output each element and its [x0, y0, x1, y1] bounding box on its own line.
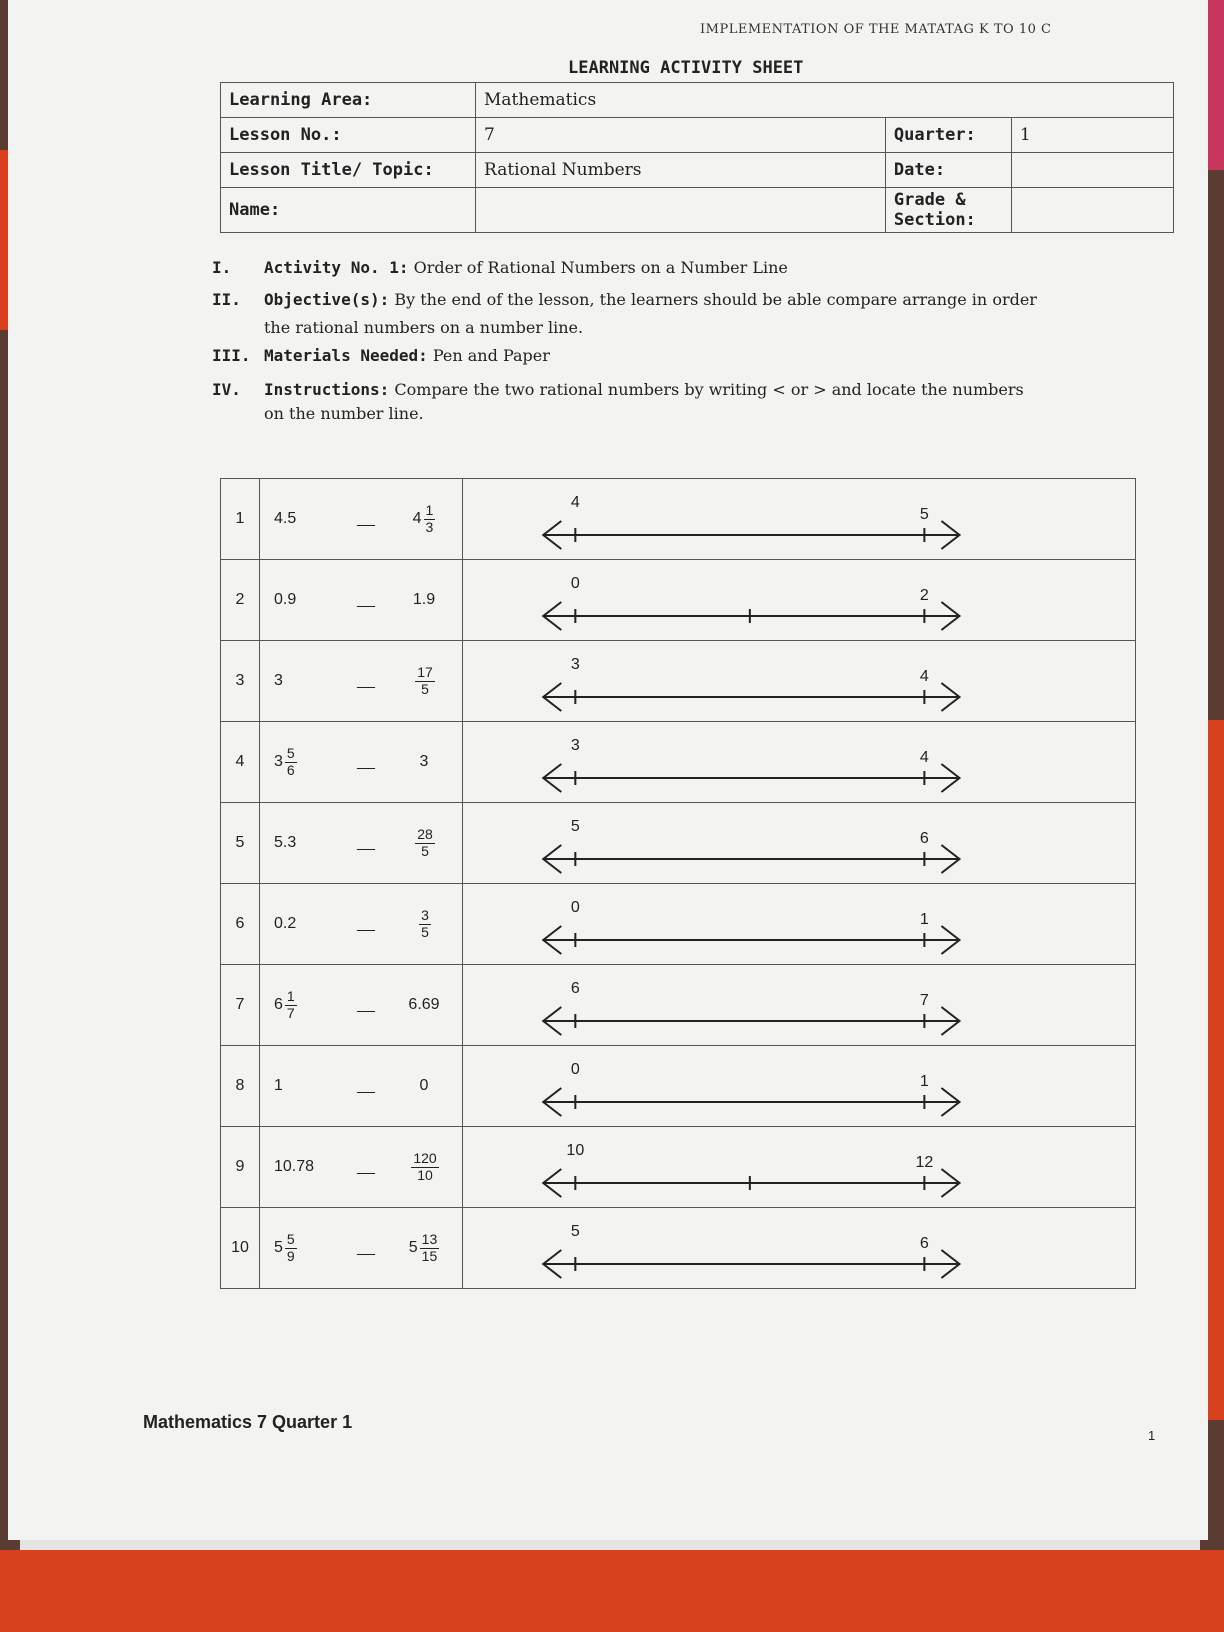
first-number	[274, 672, 283, 690]
first-number-cell	[260, 1232, 346, 1264]
number-line[interactable]	[463, 1046, 1135, 1126]
first-number-text: 5.3	[274, 834, 297, 851]
second-number-denominator: 15	[421, 1247, 438, 1264]
right-tick-label: 1	[919, 1072, 929, 1090]
answer-blank[interactable]: __	[357, 1239, 375, 1256]
name-label: Name:	[221, 188, 476, 233]
left-tick-label: 3	[570, 655, 580, 673]
first-number-cell	[260, 1158, 346, 1176]
number-line-cell	[463, 479, 1136, 560]
second-number-text: 1.9	[412, 591, 436, 608]
number-line[interactable]	[463, 479, 1135, 559]
second-number-cell	[386, 1232, 462, 1264]
left-tick-label: 5	[570, 1222, 580, 1240]
second-number-numerator: 3	[421, 907, 429, 924]
number-line[interactable]	[463, 1127, 1135, 1207]
grade-section-label: Grade & Section:	[885, 188, 1011, 233]
second-number-fraction	[424, 503, 436, 535]
table-row	[221, 722, 1136, 803]
second-number-denominator: 10	[417, 1166, 433, 1183]
lesson-no-value: 7	[476, 118, 886, 153]
objective-line-2: the rational numbers on a number line.	[264, 318, 584, 337]
comparison	[260, 965, 462, 1045]
second-number-whole: 5	[408, 1239, 418, 1256]
table-row	[221, 641, 1136, 722]
second-number-numerator: 13	[421, 1231, 438, 1248]
objective-number: II.	[212, 290, 241, 309]
number-line-cell	[463, 1046, 1136, 1127]
right-tick-label: 1	[919, 910, 929, 928]
first-number-text: 3	[274, 672, 283, 689]
comparison	[260, 1046, 462, 1126]
first-number-whole: 5	[274, 1239, 283, 1256]
first-number-cell	[260, 672, 346, 690]
activity-line	[212, 258, 788, 277]
second-number	[413, 591, 435, 609]
quarter-value: 1	[1011, 118, 1173, 153]
right-tick-label: 4	[919, 667, 929, 685]
objective-text: By the end of the lesson, the learners should be able compare arrange in order	[394, 290, 1037, 309]
number-line[interactable]	[463, 560, 1135, 640]
first-number-cell	[260, 989, 346, 1021]
first-number-cell	[260, 591, 346, 609]
first-number-cell	[260, 1077, 346, 1095]
learning-area-label: Learning Area:	[221, 83, 476, 118]
instructions-line	[212, 380, 1172, 399]
second-number-cell	[386, 665, 462, 697]
right-tick-label: 12	[915, 1153, 934, 1171]
comparison-cell	[260, 1046, 463, 1127]
second-number-text: 0	[419, 1077, 429, 1094]
comparison-cell	[260, 479, 463, 560]
second-number-cell	[386, 503, 462, 535]
second-number	[417, 908, 431, 940]
left-tick-label: 0	[570, 574, 580, 592]
activity-heading: Activity No. 1:	[264, 258, 409, 277]
instructions-heading: Instructions:	[264, 380, 390, 399]
activity-table	[220, 478, 1136, 1289]
background-red-edge	[1206, 720, 1224, 1420]
name-field[interactable]	[476, 188, 886, 233]
comparison-cell	[260, 641, 463, 722]
table-row	[221, 560, 1136, 641]
objective-heading: Objective(s):	[264, 290, 390, 309]
number-line-cell	[463, 560, 1136, 641]
number-line[interactable]	[463, 641, 1135, 721]
second-number	[413, 665, 435, 697]
number-line[interactable]	[463, 1208, 1135, 1288]
item-number: 9	[221, 1127, 260, 1208]
right-tick-label: 5	[919, 505, 929, 523]
first-number	[274, 1077, 283, 1095]
item-number: 6	[221, 884, 260, 965]
footer-subject: Mathematics 7 Quarter 1	[143, 1412, 353, 1432]
second-number	[420, 753, 429, 771]
table-row	[221, 965, 1136, 1046]
first-number-whole: 6	[274, 996, 283, 1013]
first-number	[274, 915, 296, 933]
comparison-cell	[260, 1208, 463, 1289]
second-number-fraction	[415, 665, 435, 697]
left-tick-label: 3	[570, 736, 580, 754]
info-table	[220, 82, 1174, 233]
comparison-cell	[260, 884, 463, 965]
right-tick-label: 6	[919, 1234, 929, 1252]
left-tick-label: 4	[570, 493, 580, 511]
number-line-cell	[463, 803, 1136, 884]
number-line-cell	[463, 641, 1136, 722]
table-row	[221, 1127, 1136, 1208]
second-number-text: 6.69	[408, 996, 440, 1013]
first-number	[274, 510, 296, 528]
first-number-cell	[260, 834, 346, 852]
answer-blank[interactable]: __	[357, 915, 375, 932]
first-number	[274, 1232, 297, 1264]
date-field[interactable]	[1011, 153, 1173, 188]
item-number: 2	[221, 560, 260, 641]
comparison	[260, 641, 462, 721]
left-tick-label: 5	[570, 817, 580, 835]
worksheet-page	[8, 0, 1208, 1540]
materials-heading: Materials Needed:	[264, 346, 428, 365]
second-number-denominator: 3	[425, 518, 434, 535]
instructions-line-2: on the number line.	[264, 404, 424, 423]
table-row	[221, 1208, 1136, 1289]
second-number-fraction	[420, 1232, 440, 1264]
first-number	[274, 591, 296, 609]
first-number-fraction	[285, 1232, 297, 1264]
second-number-numerator: 120	[413, 1150, 437, 1167]
answer-blank[interactable]: __	[357, 1158, 375, 1175]
second-number-denominator: 5	[421, 923, 429, 940]
comparison-cell	[260, 803, 463, 884]
first-number-cell	[260, 746, 346, 778]
comparison	[260, 722, 462, 802]
first-number-denominator: 6	[286, 761, 295, 778]
comparison	[260, 479, 462, 559]
left-tick-label: 0	[570, 898, 580, 916]
answer-blank[interactable]: __	[357, 996, 375, 1013]
second-number	[409, 1151, 438, 1183]
right-tick-label: 7	[919, 991, 929, 1009]
item-number: 3	[221, 641, 260, 722]
number-line-cell	[463, 884, 1136, 965]
materials-text: Pen and Paper	[432, 346, 550, 365]
item-number: 5	[221, 803, 260, 884]
first-number-numerator: 5	[286, 1231, 295, 1248]
answer-blank[interactable]: __	[357, 591, 375, 608]
right-tick-label: 6	[919, 829, 929, 847]
first-number-fraction	[285, 746, 297, 778]
second-number-whole: 4	[412, 510, 422, 527]
objective-line	[212, 290, 1132, 309]
second-number-denominator: 5	[421, 842, 429, 859]
right-tick-label: 4	[919, 748, 929, 766]
comparison	[260, 1208, 462, 1288]
lesson-title-value: Rational Numbers	[476, 153, 886, 188]
item-number: 10	[221, 1208, 260, 1289]
second-number-cell	[386, 908, 462, 940]
second-number-numerator: 28	[417, 826, 433, 843]
materials-line	[212, 346, 550, 365]
second-number-cell	[386, 827, 462, 859]
first-number-text: 4.5	[274, 510, 297, 527]
implementation-header: IMPLEMENTATION OF THE MATATAG K TO 10 C	[700, 22, 1052, 37]
quarter-label: Quarter:	[885, 118, 1011, 153]
instructions-number: IV.	[212, 380, 241, 399]
first-number	[274, 1158, 314, 1176]
number-line-cell	[463, 965, 1136, 1046]
number-line[interactable]	[463, 722, 1135, 802]
second-number	[413, 827, 435, 859]
comparison	[260, 803, 462, 883]
item-number: 8	[221, 1046, 260, 1127]
second-number	[408, 996, 439, 1014]
second-number-fraction	[415, 827, 435, 859]
second-number	[409, 1232, 439, 1264]
second-number-numerator: 1	[425, 502, 434, 519]
item-number: 1	[221, 479, 260, 560]
answer-blank[interactable]: __	[357, 753, 375, 770]
answer-blank[interactable]: __	[357, 510, 375, 527]
sheet-title: LEARNING ACTIVITY SHEET	[568, 58, 804, 78]
second-number-cell	[386, 996, 462, 1014]
first-number	[274, 989, 297, 1021]
first-number-text: 1	[274, 1077, 283, 1094]
table-row	[221, 803, 1136, 884]
first-number-fraction	[285, 989, 297, 1021]
first-number	[274, 834, 296, 852]
date-label: Date:	[885, 153, 1011, 188]
left-tick-label: 10	[566, 1141, 585, 1159]
left-tick-label: 6	[570, 979, 580, 997]
first-number	[274, 746, 297, 778]
first-number-text: 10.78	[274, 1158, 315, 1175]
comparison-cell	[260, 722, 463, 803]
item-number: 4	[221, 722, 260, 803]
first-number-text: 0.2	[274, 915, 297, 932]
left-tick-label: 0	[570, 1060, 580, 1078]
second-number-fraction	[411, 1151, 438, 1183]
first-number-denominator: 9	[286, 1247, 295, 1264]
second-number-denominator: 5	[421, 680, 429, 697]
number-line[interactable]	[463, 884, 1135, 964]
second-number-cell	[386, 591, 462, 609]
second-number-numerator: 17	[417, 664, 433, 681]
instructions-text: Compare the two rational numbers by writing < or > and locate the numbers	[394, 380, 1024, 399]
comparison	[260, 560, 462, 640]
learning-area-value: Mathematics	[476, 83, 1174, 118]
second-number-fraction	[419, 908, 431, 940]
number-line-cell	[463, 1127, 1136, 1208]
first-number-numerator: 1	[286, 988, 295, 1005]
second-number	[420, 1077, 429, 1095]
table-row	[221, 1046, 1136, 1127]
background-red-surface	[0, 1550, 1224, 1632]
second-number-cell	[386, 753, 462, 771]
materials-number: III.	[212, 346, 251, 365]
activity-number: I.	[212, 258, 232, 277]
lesson-title-label: Lesson Title/ Topic:	[221, 153, 476, 188]
number-line-cell	[463, 1208, 1136, 1289]
answer-blank[interactable]: __	[357, 1077, 375, 1094]
first-number-denominator: 7	[286, 1004, 295, 1021]
right-tick-label: 2	[919, 586, 929, 604]
table-row	[221, 884, 1136, 965]
answer-blank[interactable]: __	[357, 834, 375, 851]
grade-section-field[interactable]	[1011, 188, 1173, 233]
first-number-cell	[260, 915, 346, 933]
comparison-cell	[260, 560, 463, 641]
number-line[interactable]	[463, 803, 1135, 883]
second-number-text: 3	[419, 753, 429, 770]
second-number-cell	[386, 1151, 462, 1183]
answer-blank[interactable]: __	[357, 672, 375, 689]
number-line-cell	[463, 722, 1136, 803]
first-number-text: 0.9	[274, 591, 297, 608]
second-number	[413, 503, 436, 535]
item-number: 7	[221, 965, 260, 1046]
comparison	[260, 884, 462, 964]
comparison-cell	[260, 1127, 463, 1208]
comparison-cell	[260, 965, 463, 1046]
table-row	[221, 479, 1136, 560]
first-number-cell	[260, 510, 346, 528]
second-number-cell	[386, 1077, 462, 1095]
comparison	[260, 1127, 462, 1207]
activity-text: Order of Rational Numbers on a Number Line	[413, 258, 788, 277]
lesson-no-label: Lesson No.:	[221, 118, 476, 153]
first-number-whole: 3	[274, 753, 283, 770]
page-number: 1	[1148, 1428, 1156, 1443]
first-number-numerator: 5	[286, 745, 295, 762]
number-line[interactable]	[463, 965, 1135, 1045]
